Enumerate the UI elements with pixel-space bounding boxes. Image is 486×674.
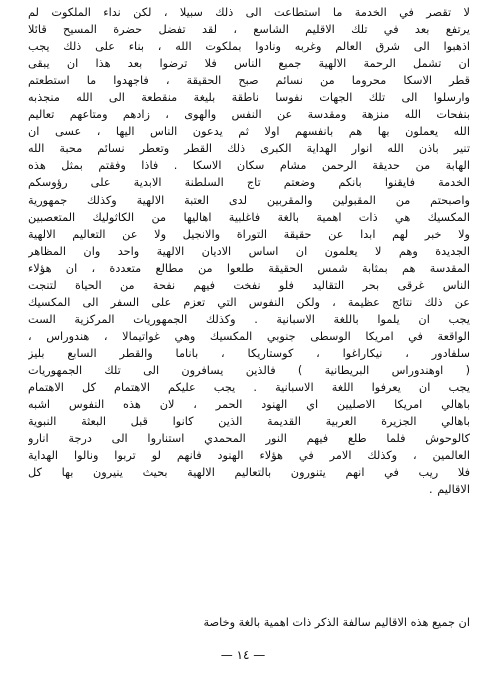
text-line: الهابة من حديقة الرحمن مشام سكان الاسكا . فاذا وفقتم بمثل هذه: [28, 159, 470, 173]
text-line: باهالي الجزيرة العربية القديمة الذين كانوا قبل البعثة النبوية: [28, 415, 470, 429]
text-line: لا تقصر في الخدمة ما استطاعت الى ذلك سبيلا ، لكن نداء الملكوت لم: [28, 6, 470, 19]
text-line: الجديدة وهم لا يعلمون ان اساس الاديان الالهية واحد وان المظاهر: [28, 244, 470, 258]
text-line: واصبحتم من المقبولين والمقربين لدى العتبة الالهية وكذلك جمهورية: [28, 193, 470, 207]
text-line: يرتفع بعد في تلك الاقليم الشاسع ، لقد تفضل حضرة المسيح قائلا: [28, 23, 470, 37]
text-line: الله يعملون بها هم بانفسهم اولا ثم يدعون الناس اليها ، عسى ان: [28, 125, 470, 139]
text-line: المكسيك هي ذات اهمية بالغة فاغلبية اهاليها من الكاثوليك المتعصبين: [28, 210, 470, 224]
text-line: سلفادور ، نيكاراغوا ، كوستاريكا ، باناما والقطر السابع بليز: [28, 346, 470, 360]
text-line: الخدمة فايقنوا بانكم وضعتم تاج السلطنة الابدية على رؤوسكم: [28, 176, 470, 190]
text-line: الناس غرقى بحر التقاليد فلو نفخت فيهم نفحة من الحياة لتنجت: [28, 278, 470, 292]
text-line: العالمين ، وكذلك الامر في هؤلاء الهنود فانهم لو تربوا ونالوا الهداية: [28, 449, 470, 463]
text-line: ( اوهندوراس البريطانية ) فالذين يسافرون الى تلك الجمهوريات: [28, 363, 470, 377]
text-line: ان تشمل الرحمة الالهية جميع الناس فلا ترضوا بعد هذا ان يبقى: [28, 57, 470, 71]
closing-line: ان جميع هذه الاقاليم سالفة الذكر ذات اهمية بالغة وخاصة: [203, 616, 470, 629]
text-line-last: الاقاليم .: [429, 483, 470, 497]
text-line: ولا خبر لهم ابدا عن حقيقة التوراة والانجيل ولا عن التعاليم الالهية: [28, 227, 470, 241]
text-line: اذهبوا الى شرق العالم وغربه ونادوا بملكوت الله ، بناء على ذلك يجب: [28, 40, 470, 54]
text-line: تنير باذن الله انوار الهداية الكبرى ذلك القطر وتعطر نسائم محبة الله: [28, 142, 470, 156]
text-line: فلا ريب في انهم يتنورون بالتعاليم الالهية بحيث ينيرون بها كل: [28, 466, 470, 480]
text-line: قطر الاسكا محروما من نسائم صبح الحقيقة ، فاجهدوا ما استطعتم: [28, 74, 470, 88]
text-line: كالوحوش فلما طلع فيهم النور المحمدي استناروا الى درجة انارو: [28, 432, 470, 446]
text-line: باهالي امريكا الاصليين اي الهنود الحمر ، لان هذه النفوس اشبه: [28, 398, 470, 412]
text-line: بنفحات الله منزهة ومقدسة عن النفس والهوى ، زادهم ومتاعهم تعاليم: [28, 108, 470, 122]
text-line: المقدسة هم بمثابة شمس الحقيقة طلعوا من مطالع متعددة ، ان هؤلاء: [28, 261, 470, 275]
text-line: يجب ان يلموا باللغة الاسبانية . وكذلك الجمهوريات المركزية الست: [28, 312, 470, 326]
page-number: — ١٤ —: [220, 648, 266, 662]
text-line: عن ذلك نتائج عظيمة ، ولكن النفوس التي تعزم على السفر الى المكسيك: [28, 295, 470, 309]
text-line: الواقعة في امريكا الوسطى جنوبي المكسيك وهي غواتيمالا ، هندوراس ،: [28, 329, 470, 343]
body-paragraph: [28, 4, 470, 498]
text-line: وارسلوا الى تلك الجهات نفوسا ناطقة بليغة منقطعة الى الله منجذبه: [28, 91, 470, 105]
text-line: يجب ان يعرفوا اللغة الاسبانية . يجب عليكم الاهتمام كل الاهتمام: [28, 381, 470, 395]
